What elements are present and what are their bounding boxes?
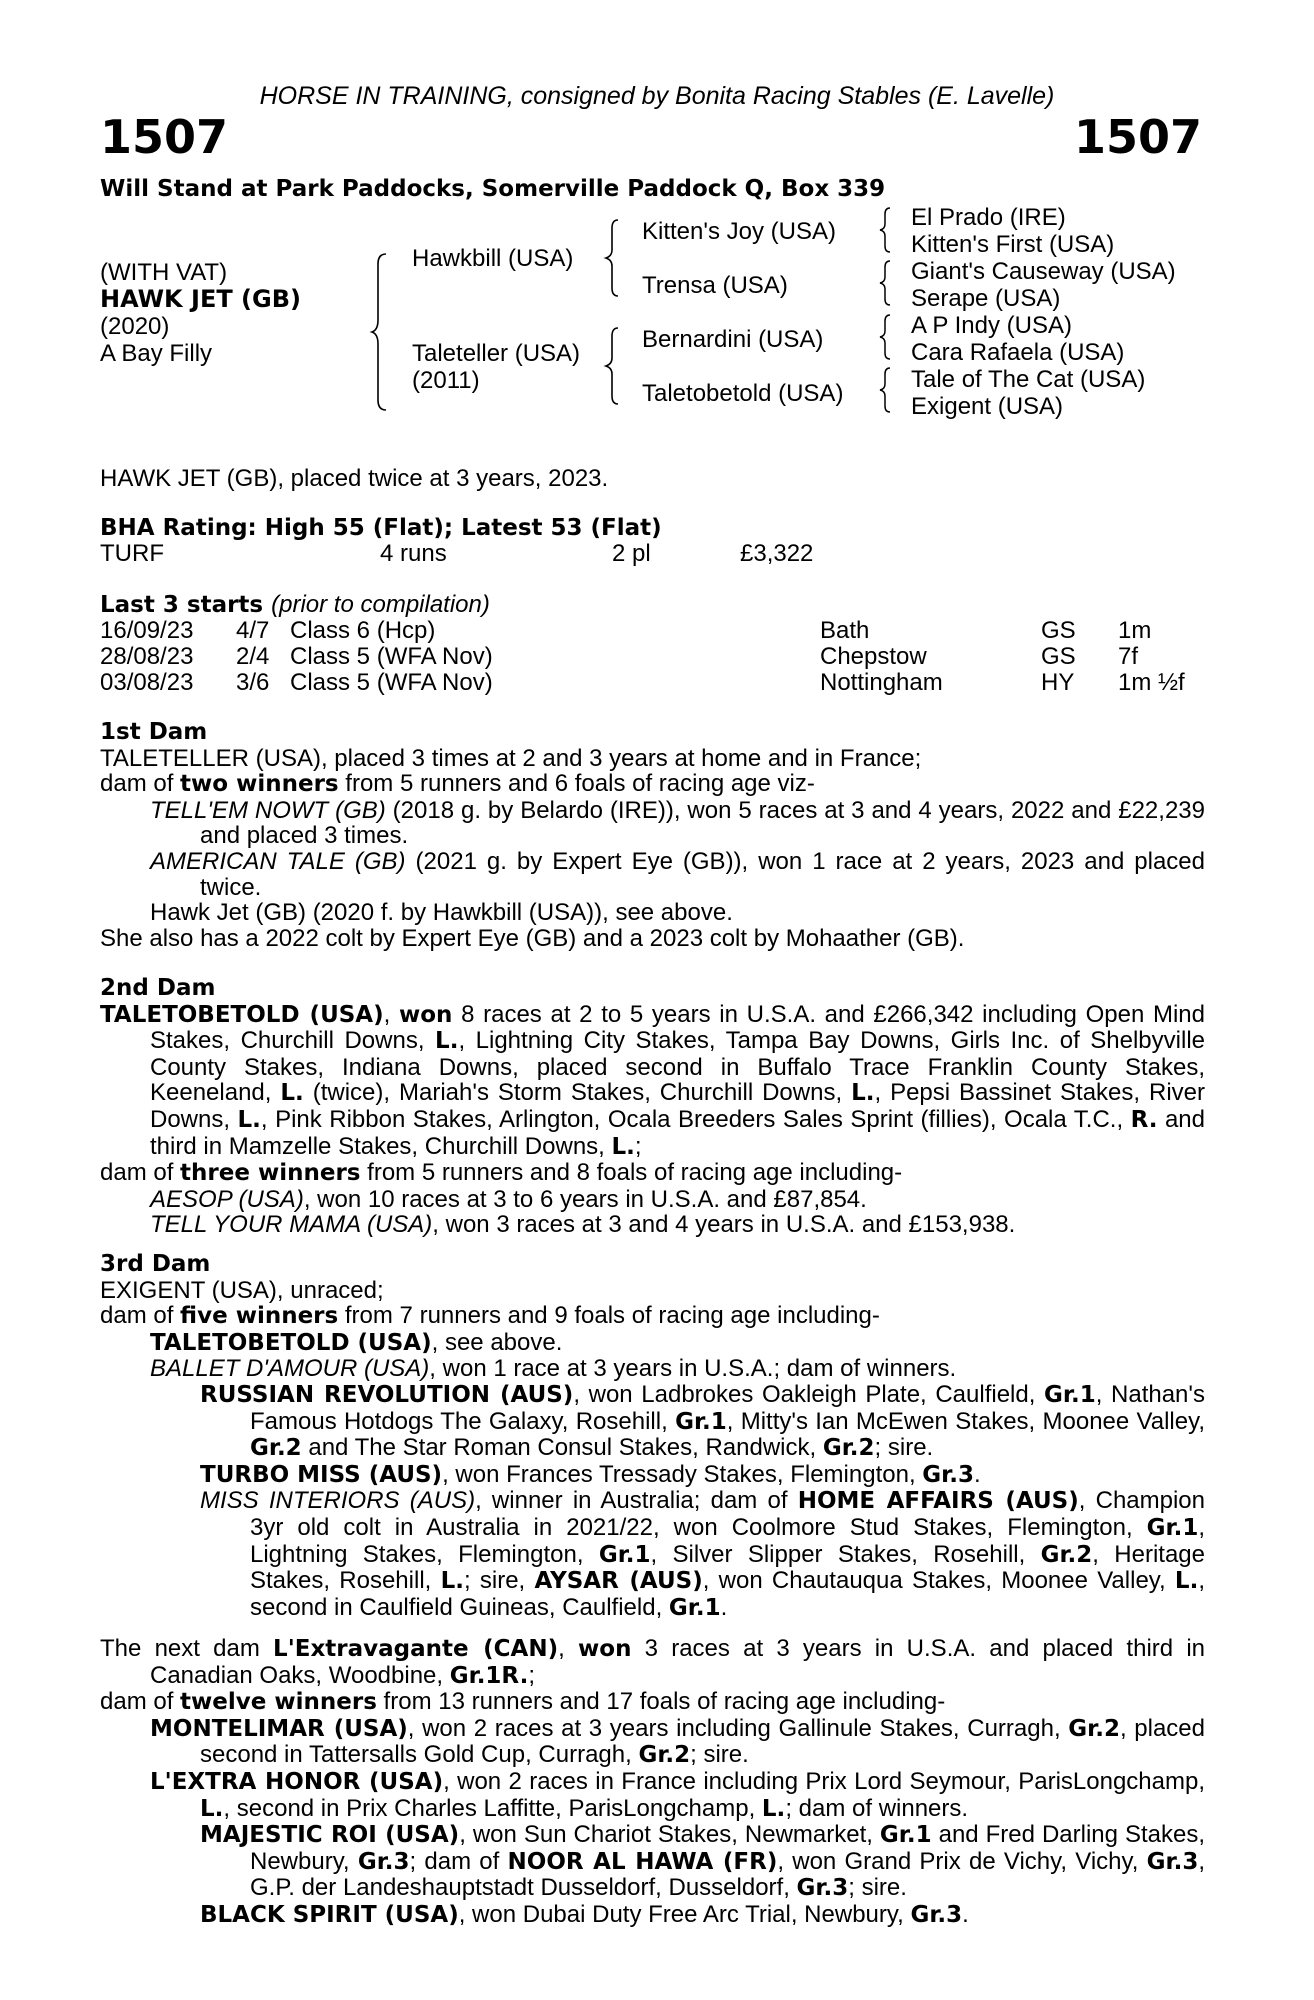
produce-entry: AMERICAN TALE (GB) (2021 g. by Expert Eye (GB)), won 1 race at 2 years, 2023 and placed twice.	[150, 847, 1205, 901]
second-dam-record: TALETOBETOLD (USA), won 8 races at 2 to 5 years in U.S.A. and £266,342 including Open Mind Stakes, Churchill Downs, L., Lightning City Stakes, Tampa Bay Downs, Girls Inc. of Shelbyville County Stakes, Indiana Downs, placed second in Buffalo Trace Franklin County Stakes, Keeneland, L. (twice), Mariah's Storm Stakes, Churchill Downs, L., Pepsi Bassinet Stakes, River Downs, L., Pink Ribbon Stakes, Arlington, Ocala Breeders Sales Sprint (fillies), Ocala T.C., R. and third in Mamzelle Stakes, Churchill Downs, L.;	[100, 1000, 1206, 1160]
start-course: Chepstow	[820, 643, 927, 670]
produce-entry: MONTELIMAR (USA), won 2 races at 3 years including Gallinule Stakes, Curragh, Gr.2, placed second in Tattersalls Gold Cup, Curragh, Gr.2; sire.	[150, 1714, 1205, 1769]
first-dam-produce-line: dam of two winners from 5 runners and 6 foals of racing age viz-	[100, 770, 815, 798]
ggs-4: Serape (USA)	[911, 285, 1061, 312]
dam: Taleteller (USA)	[412, 340, 581, 367]
sire-sire: Kitten's Joy (USA)	[642, 218, 836, 245]
start-date: 16/09/23	[100, 617, 194, 644]
ggs-2: Kitten's First (USA)	[911, 231, 1115, 258]
next-dam-section	[100, 1636, 1205, 1929]
produce-entry: TALETOBETOLD (USA), see above.	[150, 1328, 563, 1356]
produce-entry: Hawk Jet (GB) (2020 f. by Hawkbill (USA)), see above.	[150, 899, 733, 927]
ggs-8: Exigent (USA)	[911, 393, 1064, 420]
bracket-ds	[878, 313, 894, 361]
first-dam-note: She also has a 2022 colt by Expert Eye (GB) and a 2023 colt by Mohaather (GB).	[100, 924, 965, 952]
produce-entry: RUSSIAN REVOLUTION (AUS), won Ladbrokes Oakleigh Plate, Caulfield, Gr.1, Nathan's Famous Hotdogs The Galaxy, Rosehill, Gr.1, Mitty's Ian McEwen Stakes, Moonee Valley, Gr.2 and The Star Roman Consul Stakes, Randwick, Gr.2; sire.	[200, 1380, 1205, 1462]
produce-entry: L'EXTRA HONOR (USA), won 2 races in France including Prix Lord Seymour, ParisLongchamp, L., second in Prix Charles Laffitte, ParisLongchamp, L.; dam of winners.	[150, 1767, 1205, 1822]
third-dam-line: EXIGENT (USA), unraced;	[100, 1276, 384, 1304]
dam-line-bracket	[604, 326, 622, 406]
start-distance: 7f	[1118, 643, 1139, 670]
start-distance: 1m	[1118, 617, 1152, 644]
sire: Hawkbill (USA)	[412, 245, 574, 272]
start-distance: 1m ½f	[1118, 669, 1185, 696]
start-date: 28/08/23	[100, 643, 194, 670]
earnings: £3,322	[740, 540, 814, 567]
third-dam-produce-line: dam of five winners from 7 runners and 9 foals of racing age including-	[100, 1302, 880, 1330]
next-dam-record: The next dam L'Extravagante (CAN), won 3 races at 3 years in U.S.A. and placed third in Canadian Oaks, Woodbine, Gr.1R.;	[100, 1635, 1206, 1689]
produce-entry: MAJESTIC ROI (USA), won Sun Chariot Stakes, Newmarket, Gr.1 and Fred Darling Stakes, Newbury, Gr.3; dam of NOOR AL HAWA (FR), won Grand Prix de Vichy, Vichy, Gr.3, G.P. der Landeshauptstadt Dusseldorf, Dusseldorf, Gr.3; sire.	[200, 1821, 1205, 1902]
dam-year: (2011)	[412, 367, 480, 394]
start-going: GS	[1041, 617, 1076, 644]
produce-entry: BLACK SPIRIT (USA), won Dubai Duty Free Arc Trial, Newbury, Gr.3.	[200, 1900, 969, 1928]
bha-rating: BHA Rating: High 55 (Flat); Latest 53 (Flat)	[100, 515, 662, 541]
horse-description: A Bay Filly	[100, 340, 213, 367]
sire-line-bracket	[604, 218, 622, 298]
consignor-line: HORSE IN TRAINING, consigned by Bonita Racing Stables (E. Lavelle)	[259, 82, 1055, 110]
first-dam-heading: 1st Dam	[100, 719, 208, 745]
dam-dam: Taletobetold (USA)	[642, 380, 844, 407]
ggs-3: Giant's Causeway (USA)	[911, 258, 1176, 285]
surface: TURF	[100, 540, 164, 567]
produce-name: AMERICAN TALE (GB)	[150, 847, 406, 875]
horse-year: (2020)	[100, 313, 170, 340]
sire-dam-bracket	[370, 252, 390, 412]
start-course: Nottingham	[820, 669, 943, 696]
produce-entry: TELL YOUR MAMA (USA), won 3 races at 3 and 4 years in U.S.A. and £153,938.	[150, 1211, 1016, 1239]
start-course: Bath	[820, 617, 870, 644]
last-starts-heading	[100, 591, 490, 619]
sire-dam: Trensa (USA)	[642, 272, 788, 299]
start-class: Class 5 (WFA Nov)	[290, 669, 493, 696]
start-position: 3/6	[236, 669, 270, 696]
produce-entry: TURBO MISS (AUS), won Frances Tressady Stakes, Flemington, Gr.3.	[200, 1460, 981, 1488]
produce-name: TELL'EM NOWT (GB)	[150, 796, 386, 824]
start-position: 2/4	[236, 643, 270, 670]
second-dam-heading: 2nd Dam	[100, 975, 216, 1001]
horse-name: HAWK JET (GB)	[100, 285, 301, 313]
winner-count: two winners	[180, 771, 339, 798]
runs: 4 runs	[380, 540, 447, 567]
ggs-5: A P Indy (USA)	[911, 312, 1072, 339]
produce-entry: AESOP (USA), won 10 races at 3 to 6 years in U.S.A. and £87,854.	[150, 1185, 867, 1213]
first-dam-section	[100, 720, 1205, 951]
produce-entry: TELL'EM NOWT (GB) (2018 g. by Belardo (IRE)), won 5 races at 3 and 4 years, 2022 and £22,239 and placed 3 times.	[150, 796, 1205, 850]
last-starts-title: Last 3 starts	[100, 592, 264, 618]
bracket-dd	[878, 366, 894, 414]
second-dam-produce-line: dam of three winners from 5 runners and 8 foals of racing age including-	[100, 1159, 903, 1187]
next-dam-produce-line: dam of twelve winners from 13 runners and 17 foals of racing age including-	[100, 1688, 946, 1716]
dam-sire: Bernardini (USA)	[642, 326, 824, 353]
first-dam-line: TALETELLER (USA), placed 3 times at 2 and 3 years at home and in France;	[100, 744, 922, 772]
last-starts-note: (prior to compilation)	[271, 591, 490, 618]
start-going: HY	[1041, 669, 1075, 696]
start-going: GS	[1041, 643, 1076, 670]
third-dam-heading: 3rd Dam	[100, 1251, 211, 1277]
produce-entry: MISS INTERIORS (AUS), winner in Australia; dam of HOME AFFAIRS (AUS), Champion 3yr old colt in Australia in 2021/22, won Coolmore Stud Stakes, Flemington, Gr.1, Lightning Stakes, Flemington, Gr.1, Silver Slipper Stakes, Rosehill, Gr.2, Heritage Stakes, Rosehill, L.; sire, AYSAR (AUS), won Chautauqua Stakes, Moonee Valley, L., second in Caulfield Guineas, Caulfield, Gr.1.	[200, 1487, 1206, 1621]
ggs-7: Tale of The Cat (USA)	[911, 366, 1146, 393]
start-class: Class 6 (Hcp)	[290, 617, 436, 644]
bracket-sd	[878, 259, 894, 307]
vat-note: (WITH VAT)	[100, 259, 228, 286]
start-position: 4/7	[236, 617, 270, 644]
bracket-ss	[878, 206, 894, 254]
third-dam-section	[100, 1252, 1205, 1621]
stand-location: Will Stand at Park Paddocks, Somerville Paddock Q, Box 339	[100, 176, 886, 202]
produce-entry: BALLET D'AMOUR (USA), won 1 race at 3 years in U.S.A.; dam of winners.	[150, 1355, 957, 1383]
lot-number-right: 1507	[1073, 110, 1202, 164]
second-dam-section	[100, 976, 1205, 1238]
ggs-1: El Prado (IRE)	[911, 204, 1066, 231]
placings: 2 pl	[612, 540, 651, 567]
horse-summary: HAWK JET (GB), placed twice at 3 years, 2023.	[100, 465, 609, 492]
start-date: 03/08/23	[100, 669, 194, 696]
start-class: Class 5 (WFA Nov)	[290, 643, 493, 670]
ggs-6: Cara Rafaela (USA)	[911, 339, 1125, 366]
lot-number-left: 1507	[100, 110, 229, 164]
